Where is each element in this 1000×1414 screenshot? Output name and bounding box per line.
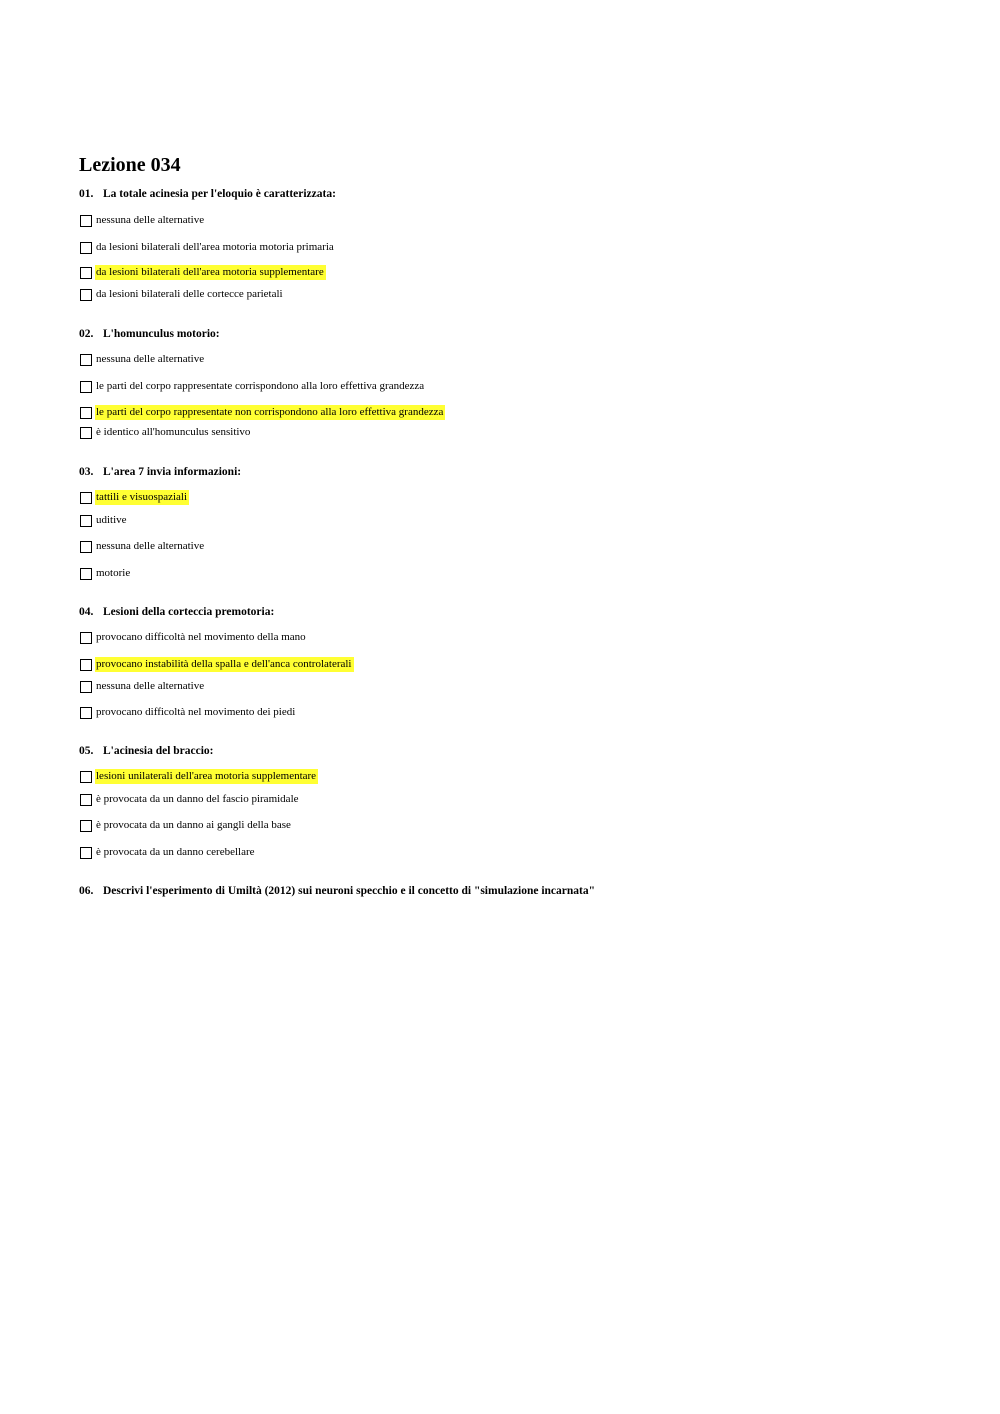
question-text: L'homunculus motorio:	[103, 328, 220, 340]
checkbox[interactable]	[80, 427, 92, 439]
option-label: è identico all'homunculus sensitivo	[96, 426, 251, 438]
option-label: è provocata da un danno cerebellare	[96, 846, 255, 858]
option-label-highlighted: le parti del corpo rappresentate non corrispondono alla loro effettiva grandezza	[96, 406, 444, 418]
question-number: 02.	[79, 328, 94, 340]
question-text: L'acinesia del braccio:	[103, 745, 214, 757]
option-2-4	[80, 425, 252, 440]
option-1-1	[80, 213, 206, 228]
checkbox[interactable]	[80, 820, 92, 832]
checkbox[interactable]	[80, 659, 92, 671]
question-text: La totale acinesia per l'eloquio è caratterizzata:	[103, 188, 336, 200]
checkbox[interactable]	[80, 771, 92, 783]
checkbox[interactable]	[80, 568, 92, 580]
checkbox[interactable]	[80, 407, 92, 419]
checkbox[interactable]	[80, 681, 92, 693]
question-5	[79, 745, 214, 757]
option-label: è provocata da un danno ai gangli della base	[96, 819, 291, 831]
checkbox[interactable]	[80, 707, 92, 719]
question-4	[79, 606, 274, 618]
option-5-4	[80, 845, 257, 860]
option-label: nessuna delle alternative	[96, 214, 205, 226]
checkbox[interactable]	[80, 381, 92, 393]
option-label: nessuna delle alternative	[96, 353, 205, 365]
checkbox[interactable]	[80, 847, 92, 859]
checkbox[interactable]	[80, 267, 92, 279]
checkbox[interactable]	[80, 242, 92, 254]
question-2	[79, 328, 220, 340]
option-5-2	[80, 792, 301, 807]
option-5-1	[80, 769, 318, 784]
question-text: Lesioni della corteccia premotoria:	[103, 606, 275, 618]
option-3-4	[80, 566, 132, 581]
option-label-highlighted: da lesioni bilaterali dell'area motoria supplementare	[96, 266, 324, 278]
option-3-1	[80, 490, 189, 505]
checkbox[interactable]	[80, 632, 92, 644]
option-4-3	[80, 679, 206, 694]
option-label: motorie	[96, 567, 131, 579]
option-4-4	[80, 705, 297, 720]
option-4-1	[80, 630, 308, 645]
question-6	[79, 885, 595, 897]
question-text: L'area 7 invia informazioni:	[103, 466, 242, 478]
option-label: nessuna delle alternative	[96, 540, 205, 552]
option-2-1	[80, 352, 206, 367]
checkbox[interactable]	[80, 215, 92, 227]
question-text: Descrivi l'esperimento di Umiltà (2012) sui neuroni specchio e il concetto di "simulazione incarnata"	[103, 885, 596, 897]
question-1	[79, 188, 336, 200]
checkbox[interactable]	[80, 794, 92, 806]
option-label-highlighted: provocano instabilità della spalla e dell'anca controlaterali	[96, 658, 352, 670]
checkbox[interactable]	[80, 354, 92, 366]
option-label: provocano difficoltà nel movimento dei piedi	[96, 706, 296, 718]
question-number: 05.	[79, 745, 94, 757]
checkbox[interactable]	[80, 289, 92, 301]
question-number: 01.	[79, 188, 94, 200]
option-2-2	[80, 379, 426, 394]
option-5-3	[80, 818, 293, 833]
question-3	[79, 466, 241, 478]
question-number: 03.	[79, 466, 94, 478]
option-label: le parti del corpo rappresentate corrispondono alla loro effettiva grandezza	[96, 380, 425, 392]
option-label: è provocata da un danno del fascio piramidale	[96, 793, 299, 805]
question-number: 06.	[79, 885, 94, 897]
checkbox[interactable]	[80, 515, 92, 527]
option-label: uditive	[96, 514, 127, 526]
option-1-3	[80, 265, 326, 280]
option-3-2	[80, 513, 129, 528]
question-number: 04.	[79, 606, 94, 618]
option-1-2	[80, 240, 336, 255]
option-label: nessuna delle alternative	[96, 680, 205, 692]
option-2-3	[80, 405, 445, 420]
option-label-highlighted: tattili e visuospaziali	[96, 491, 188, 503]
checkbox[interactable]	[80, 541, 92, 553]
option-1-4	[80, 287, 285, 302]
option-label-highlighted: lesioni unilaterali dell'area motoria supplementare	[96, 770, 317, 782]
option-4-2	[80, 657, 354, 672]
option-label: da lesioni bilaterali delle cortecce parietali	[96, 288, 283, 300]
option-label: provocano difficoltà nel movimento della mano	[96, 631, 306, 643]
option-label: da lesioni bilaterali dell'area motoria motoria primaria	[96, 241, 334, 253]
checkbox[interactable]	[80, 492, 92, 504]
option-3-3	[80, 539, 206, 554]
page-title: Lezione 034	[79, 154, 181, 176]
